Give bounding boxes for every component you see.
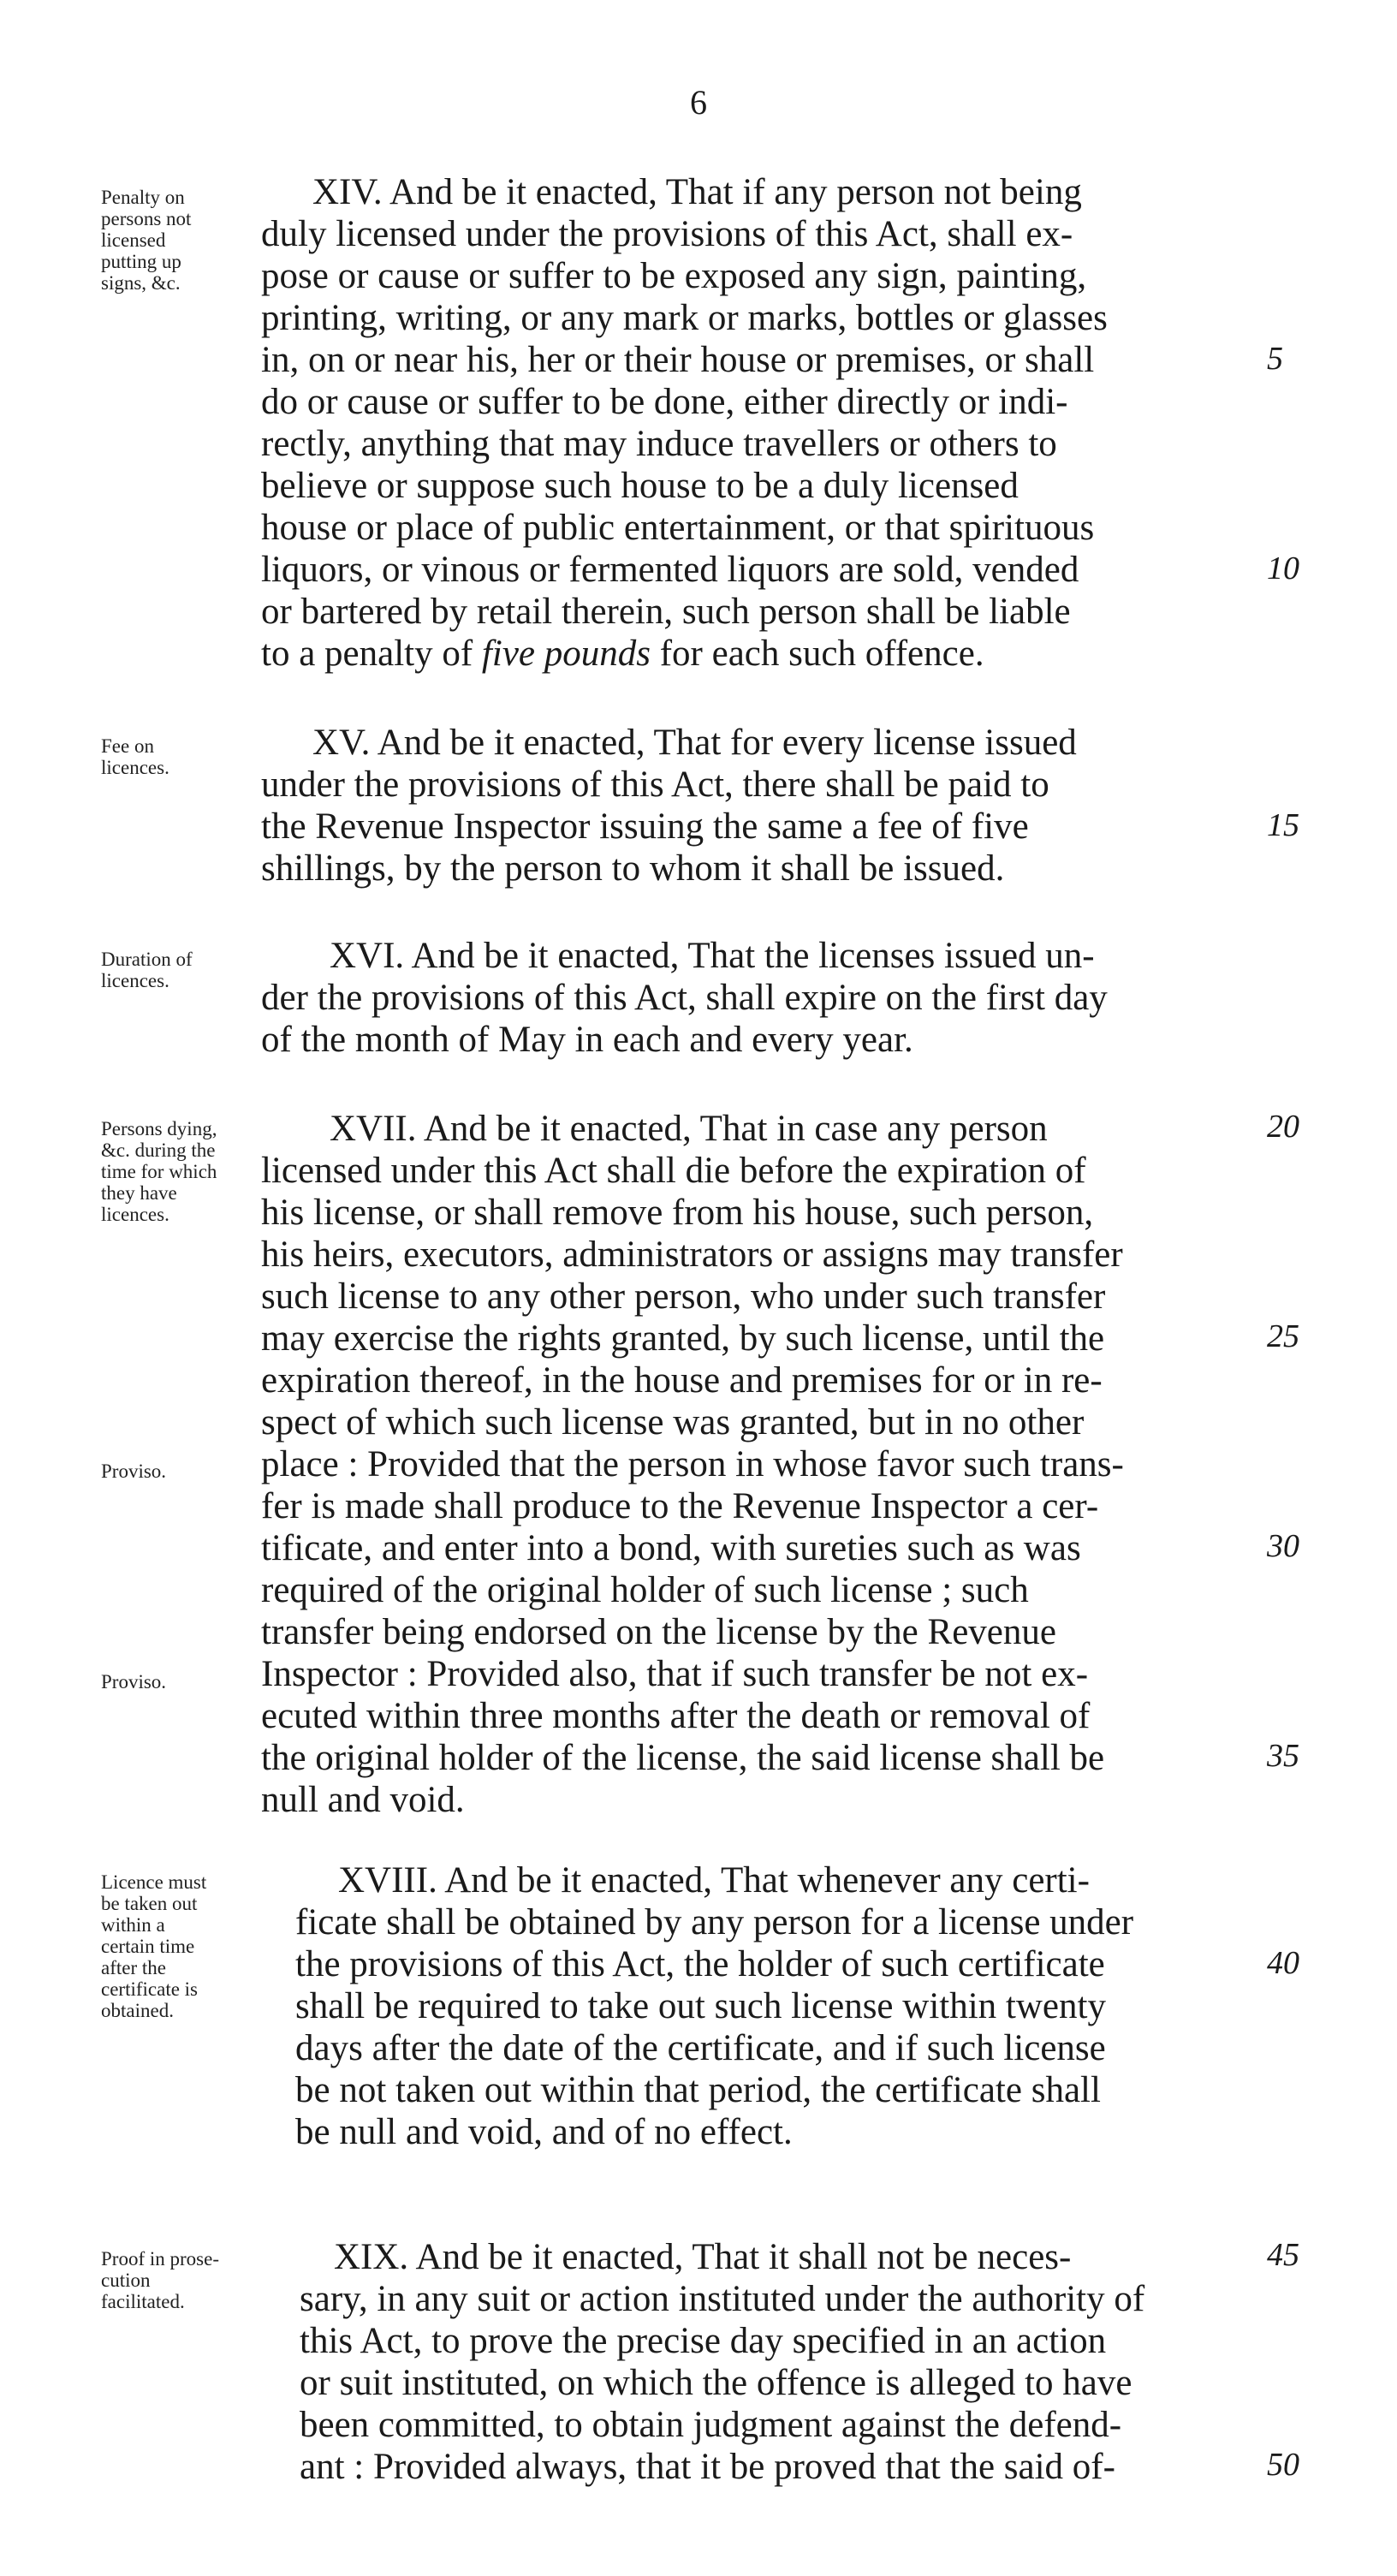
text-line: such license to any other person, who under such transfer	[261, 1276, 1106, 1317]
text-line: his heirs, executors, administrators or assigns may transfer	[261, 1234, 1123, 1275]
section-text	[261, 722, 1077, 889]
text-line: been committed, to obtain judgment against the defend-	[300, 2405, 1122, 2445]
text-line: or bartered by retail therein, such person shall be liable	[261, 592, 1071, 632]
text-line: be not taken out within that period, the certificate shall	[295, 2070, 1101, 2110]
margin-note-line: certain time	[101, 1936, 195, 1957]
line-number: 35	[1267, 1738, 1299, 1774]
text-run: for each such offence.	[650, 634, 984, 674]
margin-note-proof	[101, 2248, 272, 2312]
margin-note-line: certificate is	[101, 1978, 199, 2000]
line-number: 50	[1267, 2447, 1299, 2483]
margin-note-line: Penalty on	[101, 187, 185, 208]
text-line: liquors, or vinous or fermented liquors are sold, vended	[261, 550, 1079, 590]
margin-note-line: &c. during the	[101, 1139, 216, 1161]
text-line: days after the date of the certificate, and if such license	[295, 2028, 1106, 2068]
margin-note-line: putting up	[101, 251, 181, 272]
line-number: 40	[1267, 1945, 1299, 1981]
section-text	[300, 2236, 1144, 2488]
text-line: in, on or near his, her or their house or premises, or shall	[261, 340, 1095, 380]
margin-note-licence-must	[101, 1871, 272, 2021]
text-line: transfer being endorsed on the license by the Revenue	[261, 1612, 1056, 1652]
page-number: 6	[690, 83, 707, 122]
text-line: rectly, anything that may induce travellers or others to	[261, 424, 1057, 464]
line-number: 25	[1267, 1318, 1299, 1354]
penalty-amount: five pounds	[481, 634, 651, 674]
margin-note-line: licences.	[101, 757, 169, 778]
text-line: ecuted within three months after the death or removal of	[261, 1696, 1091, 1736]
margin-note-line: be taken out	[101, 1893, 198, 1914]
line-number: 30	[1267, 1528, 1299, 1564]
margin-note-line: cution	[101, 2270, 151, 2291]
margin-note-persons-dying	[101, 1118, 272, 1225]
margin-note-proviso	[101, 1461, 272, 1482]
margin-note-line: licences.	[101, 970, 169, 991]
margin-note-line: Proviso.	[101, 1671, 167, 1693]
text-line: null and void.	[261, 1780, 465, 1820]
text-line: be null and void, and of no effect.	[295, 2112, 793, 2152]
text-line: XVIII. And be it enacted, That whenever any certi-	[338, 1860, 1090, 1901]
margin-note-penalty	[101, 187, 272, 294]
text-line: do or cause or suffer to be done, either directly or indi-	[261, 382, 1068, 422]
text-line: XIV. And be it enacted, That if any person not being	[312, 172, 1082, 212]
text-line: this Act, to prove the precise day specified in an action	[300, 2321, 1107, 2361]
line-number: 45	[1267, 2237, 1299, 2273]
text-line: shillings, by the person to whom it shall be issued.	[261, 848, 1005, 889]
margin-note-line: facilitated.	[101, 2291, 185, 2312]
text-line: pose or cause or suffer to be exposed any sign, painting,	[261, 256, 1087, 296]
text-line: Inspector : Provided also, that if such transfer be not ex-	[261, 1654, 1089, 1694]
text-line: of the month of May in each and every year.	[261, 1020, 913, 1060]
text-line: duly licensed under the provisions of this Act, shall ex-	[261, 214, 1073, 254]
margin-note-line: Persons dying,	[101, 1118, 217, 1139]
margin-note-line: Duration of	[101, 949, 193, 970]
section-text	[261, 935, 1108, 1061]
text-run: to a penalty of	[261, 634, 482, 674]
margin-note-line: persons not	[101, 208, 192, 229]
line-number: 20	[1267, 1109, 1299, 1145]
text-line: printing, writing, or any mark or marks, bottles or glasses	[261, 298, 1108, 338]
line-number: 15	[1267, 807, 1299, 843]
section-text	[261, 1108, 1124, 1821]
text-line: the original holder of the license, the said license shall be	[261, 1738, 1105, 1778]
text-line: der the provisions of this Act, shall expire on the first day	[261, 978, 1108, 1018]
text-line: XVI. And be it enacted, That the licenses issued un-	[330, 936, 1095, 976]
text-line: XV. And be it enacted, That for every license issued	[312, 723, 1077, 763]
margin-note-line: signs, &c.	[101, 272, 181, 294]
margin-note-line: Licence must	[101, 1871, 207, 1893]
text-line: XIX. And be it enacted, That it shall not be neces-	[334, 2237, 1072, 2277]
text-line: his license, or shall remove from his house, such person,	[261, 1193, 1094, 1233]
margin-note-line: after the	[101, 1957, 166, 1978]
text-line	[261, 633, 1108, 675]
line-number: 5	[1267, 341, 1283, 377]
margin-note-line: obtained.	[101, 2000, 174, 2021]
text-line: expiration thereof, in the house and premises for or in re-	[261, 1360, 1103, 1401]
text-line: sary, in any suit or action instituted under the authority of	[300, 2279, 1145, 2319]
margin-note-line: Proviso.	[101, 1461, 167, 1482]
margin-note-line: Fee on	[101, 735, 154, 757]
text-line: spect of which such license was granted, but in no other	[261, 1402, 1085, 1443]
margin-note-proviso	[101, 1671, 272, 1693]
margin-note-line: licensed	[101, 229, 166, 251]
text-line: house or place of public entertainment, or that spirituous	[261, 508, 1095, 548]
margin-note-line: within a	[101, 1914, 165, 1936]
text-line: fer is made shall produce to the Revenue Inspector a cer-	[261, 1486, 1099, 1526]
margin-note-duration	[101, 949, 272, 991]
text-line: place : Provided that the person in whose favor such trans-	[261, 1444, 1124, 1484]
text-line: may exercise the rights granted, by such license, until the	[261, 1318, 1105, 1359]
text-line: XVII. And be it enacted, That in case any person	[330, 1109, 1048, 1149]
text-line: believe or suppose such house to be a duly licensed	[261, 466, 1019, 506]
section-text	[261, 171, 1108, 675]
text-line: shall be required to take out such license within twenty	[295, 1986, 1106, 2026]
text-line: the Revenue Inspector issuing the same a fee of five	[261, 806, 1029, 847]
margin-note-line: time for which	[101, 1161, 217, 1182]
text-line: licensed under this Act shall die before the expiration of	[261, 1151, 1086, 1191]
text-line: required of the original holder of such license ; such	[261, 1570, 1029, 1610]
text-line: ficate shall be obtained by any person for a license under	[295, 1902, 1134, 1942]
line-number: 10	[1267, 550, 1299, 586]
margin-note-line: they have	[101, 1182, 177, 1204]
margin-note-line: Proof in prose-	[101, 2248, 219, 2270]
text-line: the provisions of this Act, the holder of such certificate	[295, 1944, 1105, 1984]
margin-note-line: licences.	[101, 1204, 169, 1225]
text-line: or suit instituted, on which the offence is alleged to have	[300, 2363, 1132, 2403]
text-line: under the provisions of this Act, there shall be paid to	[261, 764, 1049, 805]
text-line: tificate, and enter into a bond, with sureties such as was	[261, 1528, 1081, 1568]
section-text	[295, 1859, 1133, 2153]
text-line: ant : Provided always, that it be proved that the said of-	[300, 2447, 1115, 2487]
margin-note-fee	[101, 735, 272, 778]
